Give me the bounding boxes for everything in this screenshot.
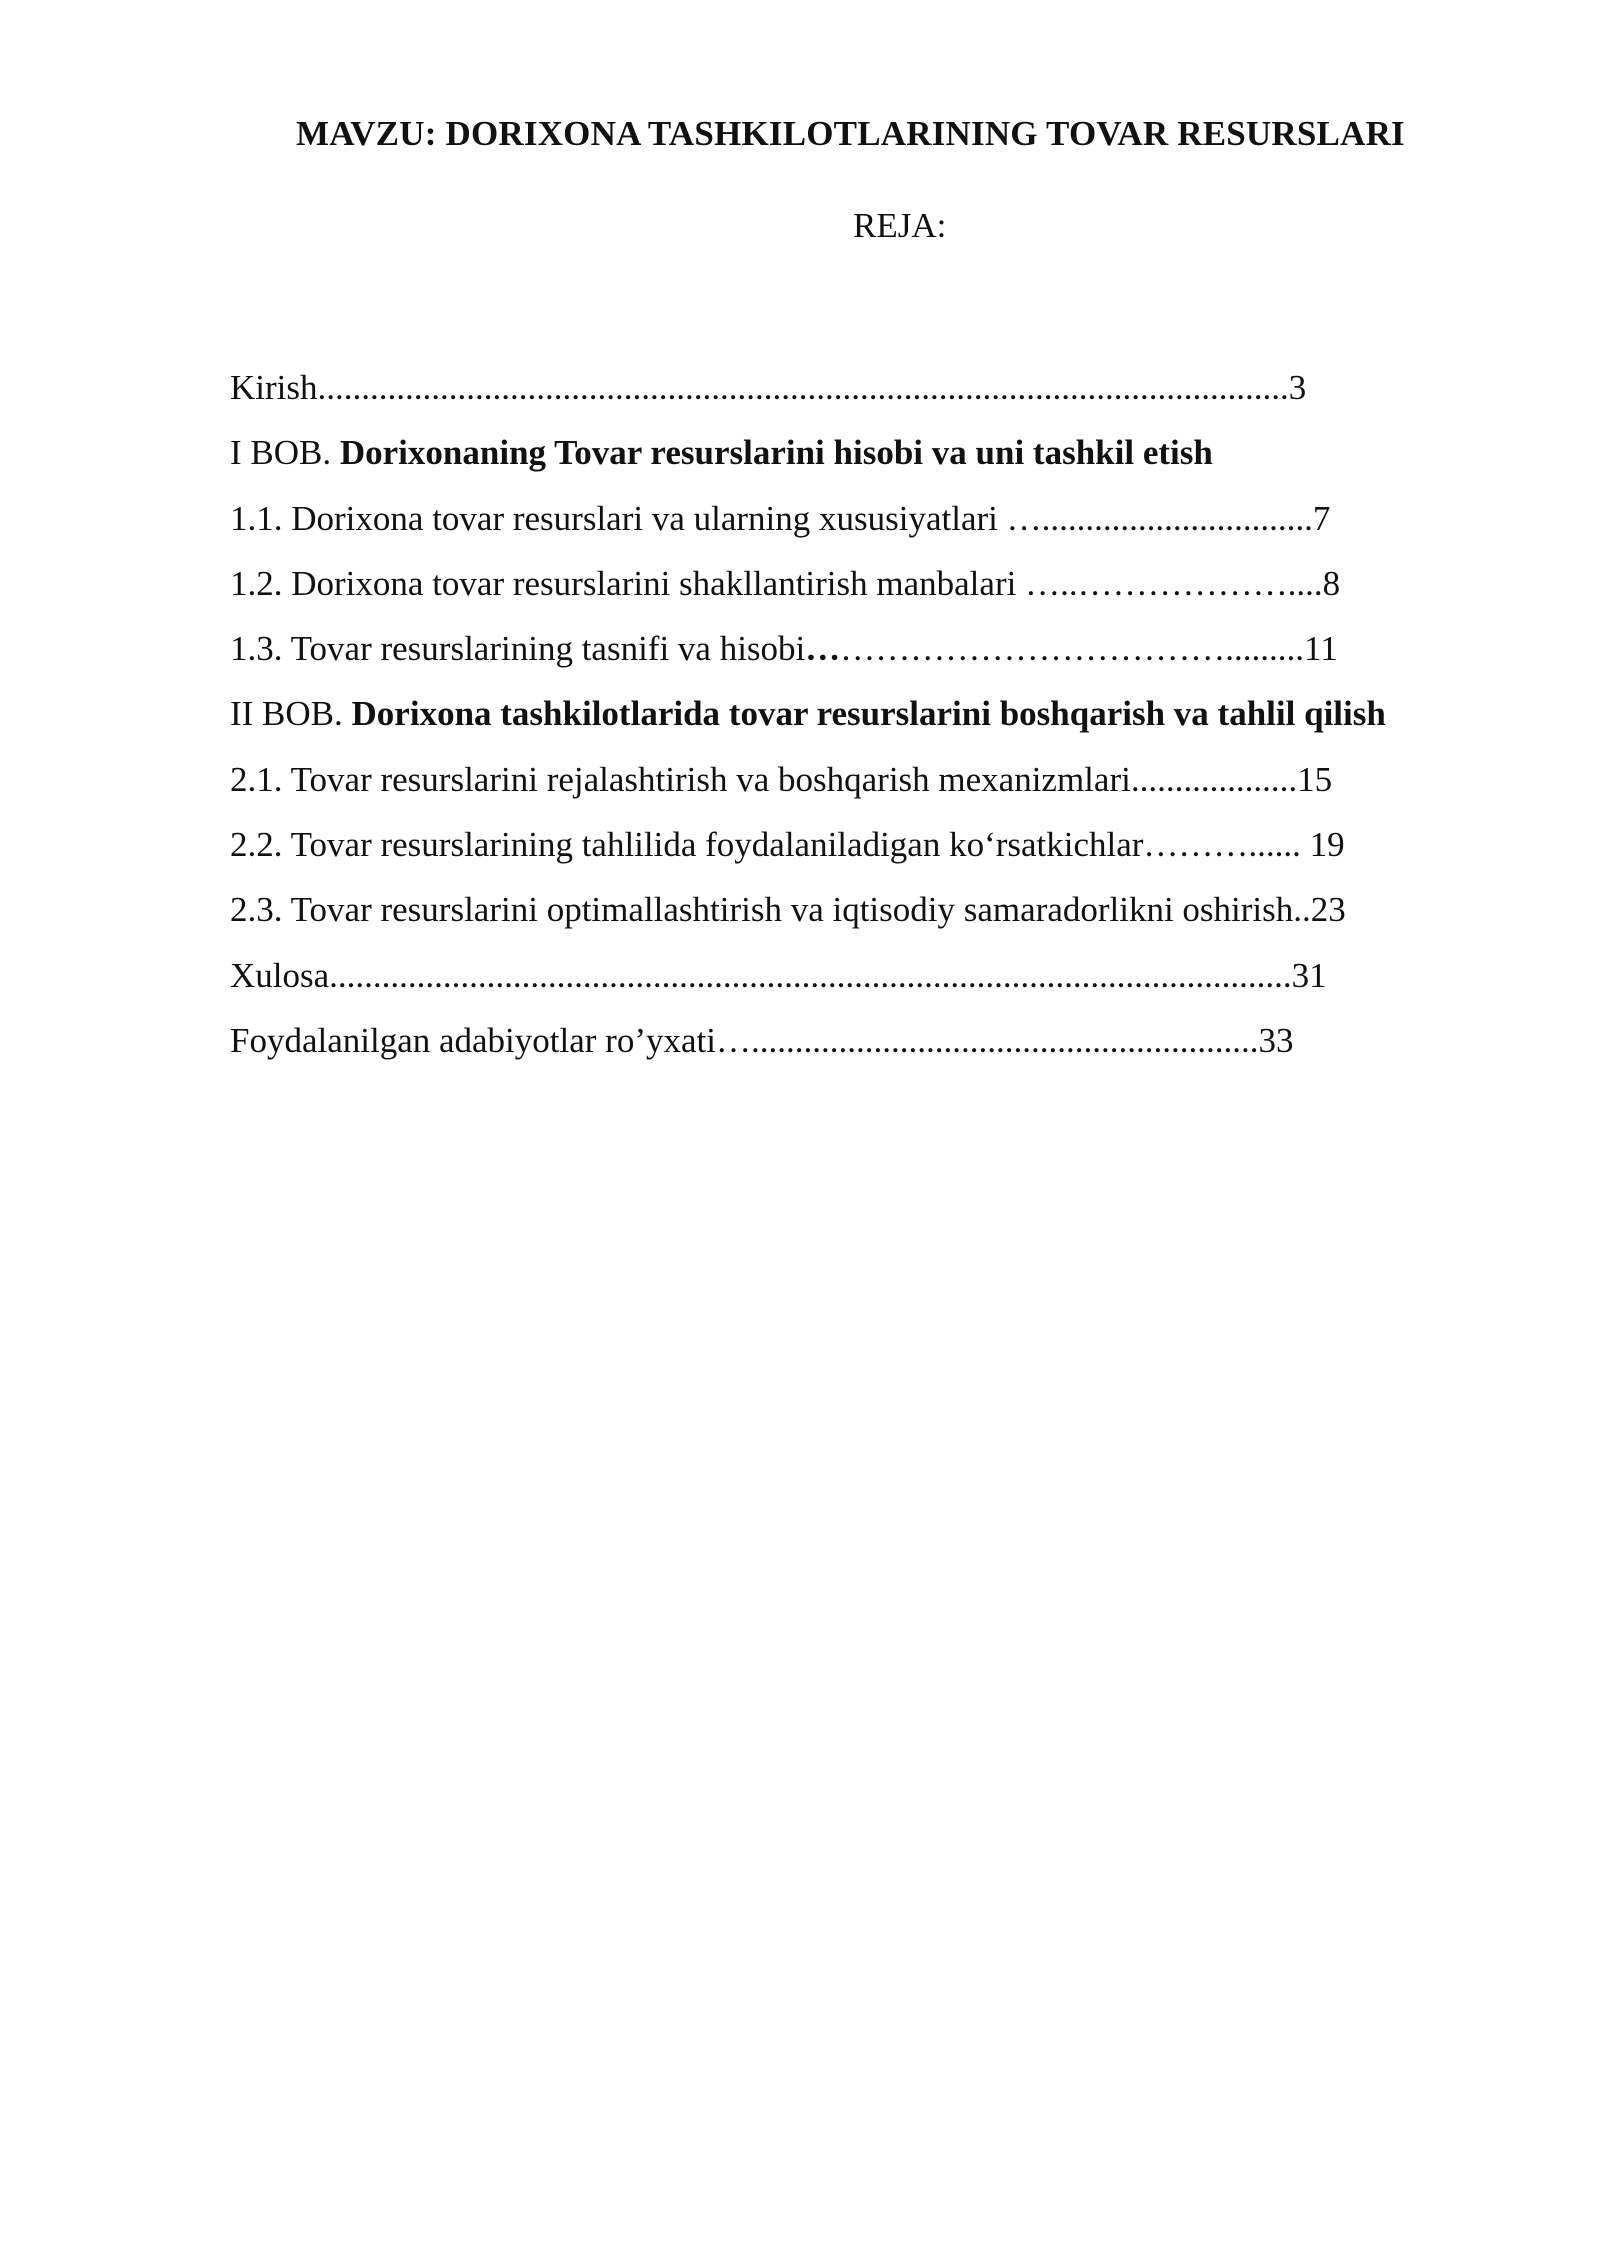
toc-entry-1-1 xyxy=(230,486,1386,551)
toc-entry-text: 2.1. Tovar resurslarini rejalashtirish va boshqarish mexanizmlari...................15 xyxy=(230,759,1333,799)
toc-entry-suffix: …………………………….........11 xyxy=(840,629,1338,669)
toc-entry-text: 1.1. Dorixona tovar resurslari va ularning xususiyatlari …...............................7 xyxy=(230,498,1331,538)
toc-entry-text: Kirish...............................................................................................................3 xyxy=(230,368,1307,407)
toc-entry-text: 1.2. Dorixona tovar resurslarini shakllantirish manbalari …..………………....8 xyxy=(230,563,1341,603)
toc-chapter-prefix: II BOB. xyxy=(230,694,352,734)
toc-entry-references xyxy=(230,1008,1386,1073)
toc-entry-text: 2.3. Tovar resurslarini optimallashtirish va iqtisodiy samaradorlikni oshirish..23 xyxy=(230,890,1346,930)
toc-entry-2-2 xyxy=(230,812,1386,877)
toc-entry-text: Foydalanilgan adabiyotlar ro’yxati…..........................................................33 xyxy=(230,1020,1294,1060)
document-title: MAVZU: DORIXONA TASHKILOTLARINING TOVAR RESURSLARI xyxy=(296,114,1405,153)
toc-entry-1-2 xyxy=(230,551,1386,616)
toc-chapter-title: Dorixona tashkilotlarida tovar resurslarini boshqarish va tahlil qilish xyxy=(351,694,1386,734)
toc-entry-bold-ellipsis: … xyxy=(805,629,841,669)
document-subtitle: REJA: xyxy=(853,206,947,245)
toc-entry-chapter-1 xyxy=(230,420,1386,485)
toc-entry-prefix: 1.3. Tovar resurslarining tasnifi va hisobi xyxy=(230,629,806,669)
toc-entry-chapter-2 xyxy=(230,681,1386,746)
toc-entry-intro xyxy=(230,355,1386,420)
toc-entry-2-3 xyxy=(230,877,1386,942)
toc-entry-conclusion xyxy=(230,943,1386,1008)
toc-entry-2-1 xyxy=(230,747,1386,812)
toc-entry-text: 2.2. Tovar resurslarining tahlilida foydalaniladigan koʻrsatkichlar………...... 19 xyxy=(230,825,1345,865)
table-of-contents xyxy=(230,355,1386,1073)
toc-entry-text: Xulosa..............................................................................................................31 xyxy=(230,955,1327,995)
toc-entry-1-3 xyxy=(230,616,1386,681)
toc-chapter-prefix: I BOB. xyxy=(230,433,340,473)
toc-chapter-title: Dorixonaning Tovar resurslarini hisobi va uni tashkil etish xyxy=(339,433,1213,473)
